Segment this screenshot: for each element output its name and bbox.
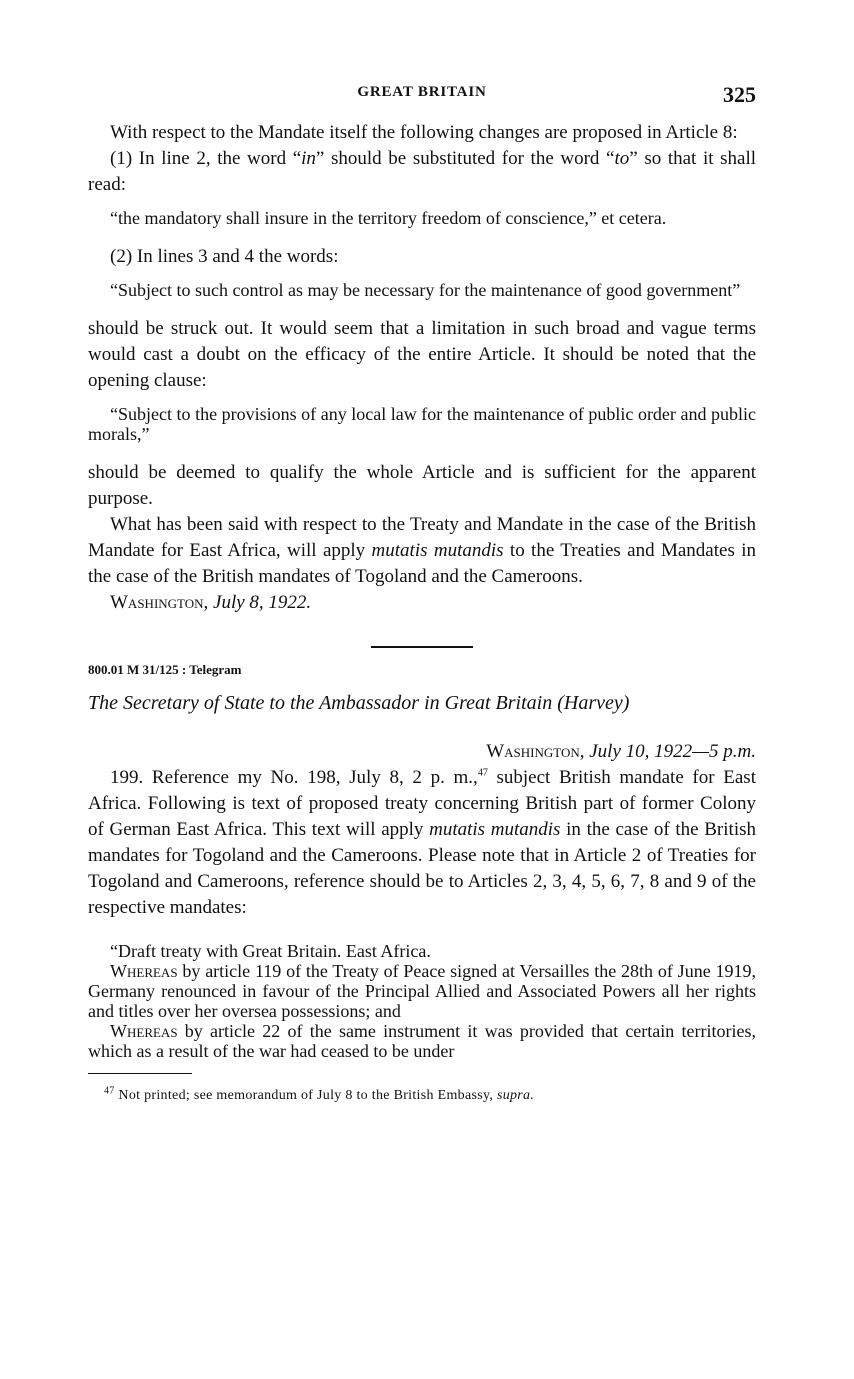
page-header xyxy=(88,80,756,120)
footnote xyxy=(88,1085,756,1104)
text-run: What has been said with respect to the Treaty and Mandate in the case of the British Mandate for East Africa, will apply xyxy=(88,514,756,561)
document-title-main: The Secretary of State to the Ambassador in Great Britain xyxy=(88,692,553,714)
telegram-paragraph xyxy=(88,765,756,921)
text-run: (1) In line 2, the word “ xyxy=(110,148,302,169)
whereas-clause-1 xyxy=(88,961,756,1021)
text-run: subject British mandate for East Africa. Following is text of proposed treaty concerning British part of former Colony of German East Africa. This text will apply xyxy=(88,767,756,840)
italic-phrase: mutatis mutandis xyxy=(371,540,504,561)
whereas-clause-2 xyxy=(88,1021,756,1061)
document-page xyxy=(88,80,756,1104)
paragraph-change-2: (2) In lines 3 and 4 the words: xyxy=(110,246,339,267)
document-title: The Secretary of State to the Ambassador in Great Britain (Harvey) xyxy=(88,692,630,714)
paragraph-struck-out: should be struck out. It would seem that a limitation in such broad and vague terms would cast a doubt on the efficacy of the entire Article. It should be noted that the opening clause: xyxy=(88,318,756,391)
block-quote: “Subject to such control as may be necessary for the maintenance of good government” xyxy=(110,280,741,300)
document-title-addressee: Harvey xyxy=(563,692,623,714)
paragraph-change-1 xyxy=(88,146,756,198)
paragraph-mandate-changes: With respect to the Mandate itself the following changes are proposed in Article 8: xyxy=(110,122,738,143)
running-head: GREAT BRITAIN xyxy=(357,84,487,100)
italic-phrase: mutatis mutandis xyxy=(429,819,561,840)
italic-word: in xyxy=(301,148,316,169)
block-quote: “Subject to the provisions of any local law for the maintenance of public order and public morals,” xyxy=(88,404,756,444)
treaty-title: “Draft treaty with Great Britain. East Africa. xyxy=(110,941,431,961)
paragraph-mutatis xyxy=(88,512,756,590)
file-reference: 800.01 M 31/125 : Telegram xyxy=(88,662,242,677)
dateline: Washington, July 10, 1922—5 p.m. xyxy=(486,741,756,762)
footnote-text: Not printed; see memorandum of July 8 to the British Embassy, xyxy=(114,1088,497,1103)
text-run: to the Treaties and Mandates in the case of the British mandates of Togoland and the Cameroons. xyxy=(88,540,756,587)
footnote-reference: 47 xyxy=(477,767,488,779)
footnote-marker: 47 xyxy=(104,1085,115,1097)
section-divider xyxy=(371,646,473,648)
signature-line: Washington, July 8, 1922. xyxy=(110,592,312,613)
text-run: by article 119 of the Treaty of Peace signed at Versailles the 28th of June 1919, Germany renounced in favour of the Principal Allied and Associated Powers all her rights and titles over her oversea possessions; and xyxy=(88,961,756,1021)
block-quote: “the mandatory shall insure in the territory freedom of conscience,” et cetera. xyxy=(110,208,667,228)
footnote-italic: supra. xyxy=(496,1088,535,1103)
text-run: ” so that it shall read: xyxy=(88,148,757,195)
paragraph-qualify: should be deemed to qualify the whole Article and is sufficient for the apparent purpose. xyxy=(88,462,756,509)
text-run: in the case of the British mandates for Togoland and the Cameroons. Please note that in Article 2 of Treaties for Togoland and Cameroons, reference should be to Articles 2, 3, 4, 5, 6, 7, 8 and 9 of the respective mandates: xyxy=(88,819,756,918)
whereas-word: Whereas xyxy=(110,1021,178,1041)
signature-date: July 8, 1922. xyxy=(213,592,312,613)
text-run: by article 22 of the same instrument it was provided that certain territories, which as a result of the war had ceased to be under xyxy=(88,1021,756,1061)
dateline-date: July 10, 1922—5 p.m. xyxy=(589,741,756,762)
page-number: 325 xyxy=(723,82,756,107)
whereas-word: Whereas xyxy=(110,961,178,981)
dateline-place: Washington xyxy=(486,741,580,762)
italic-word: to xyxy=(614,148,630,169)
text-run: ” should be substituted for the word “ xyxy=(315,148,615,169)
signature-place: Washington xyxy=(110,592,204,613)
footnote-rule xyxy=(88,1073,192,1074)
text-run: 199. Reference my No. 198, July 8, 2 p. m., xyxy=(110,767,478,788)
